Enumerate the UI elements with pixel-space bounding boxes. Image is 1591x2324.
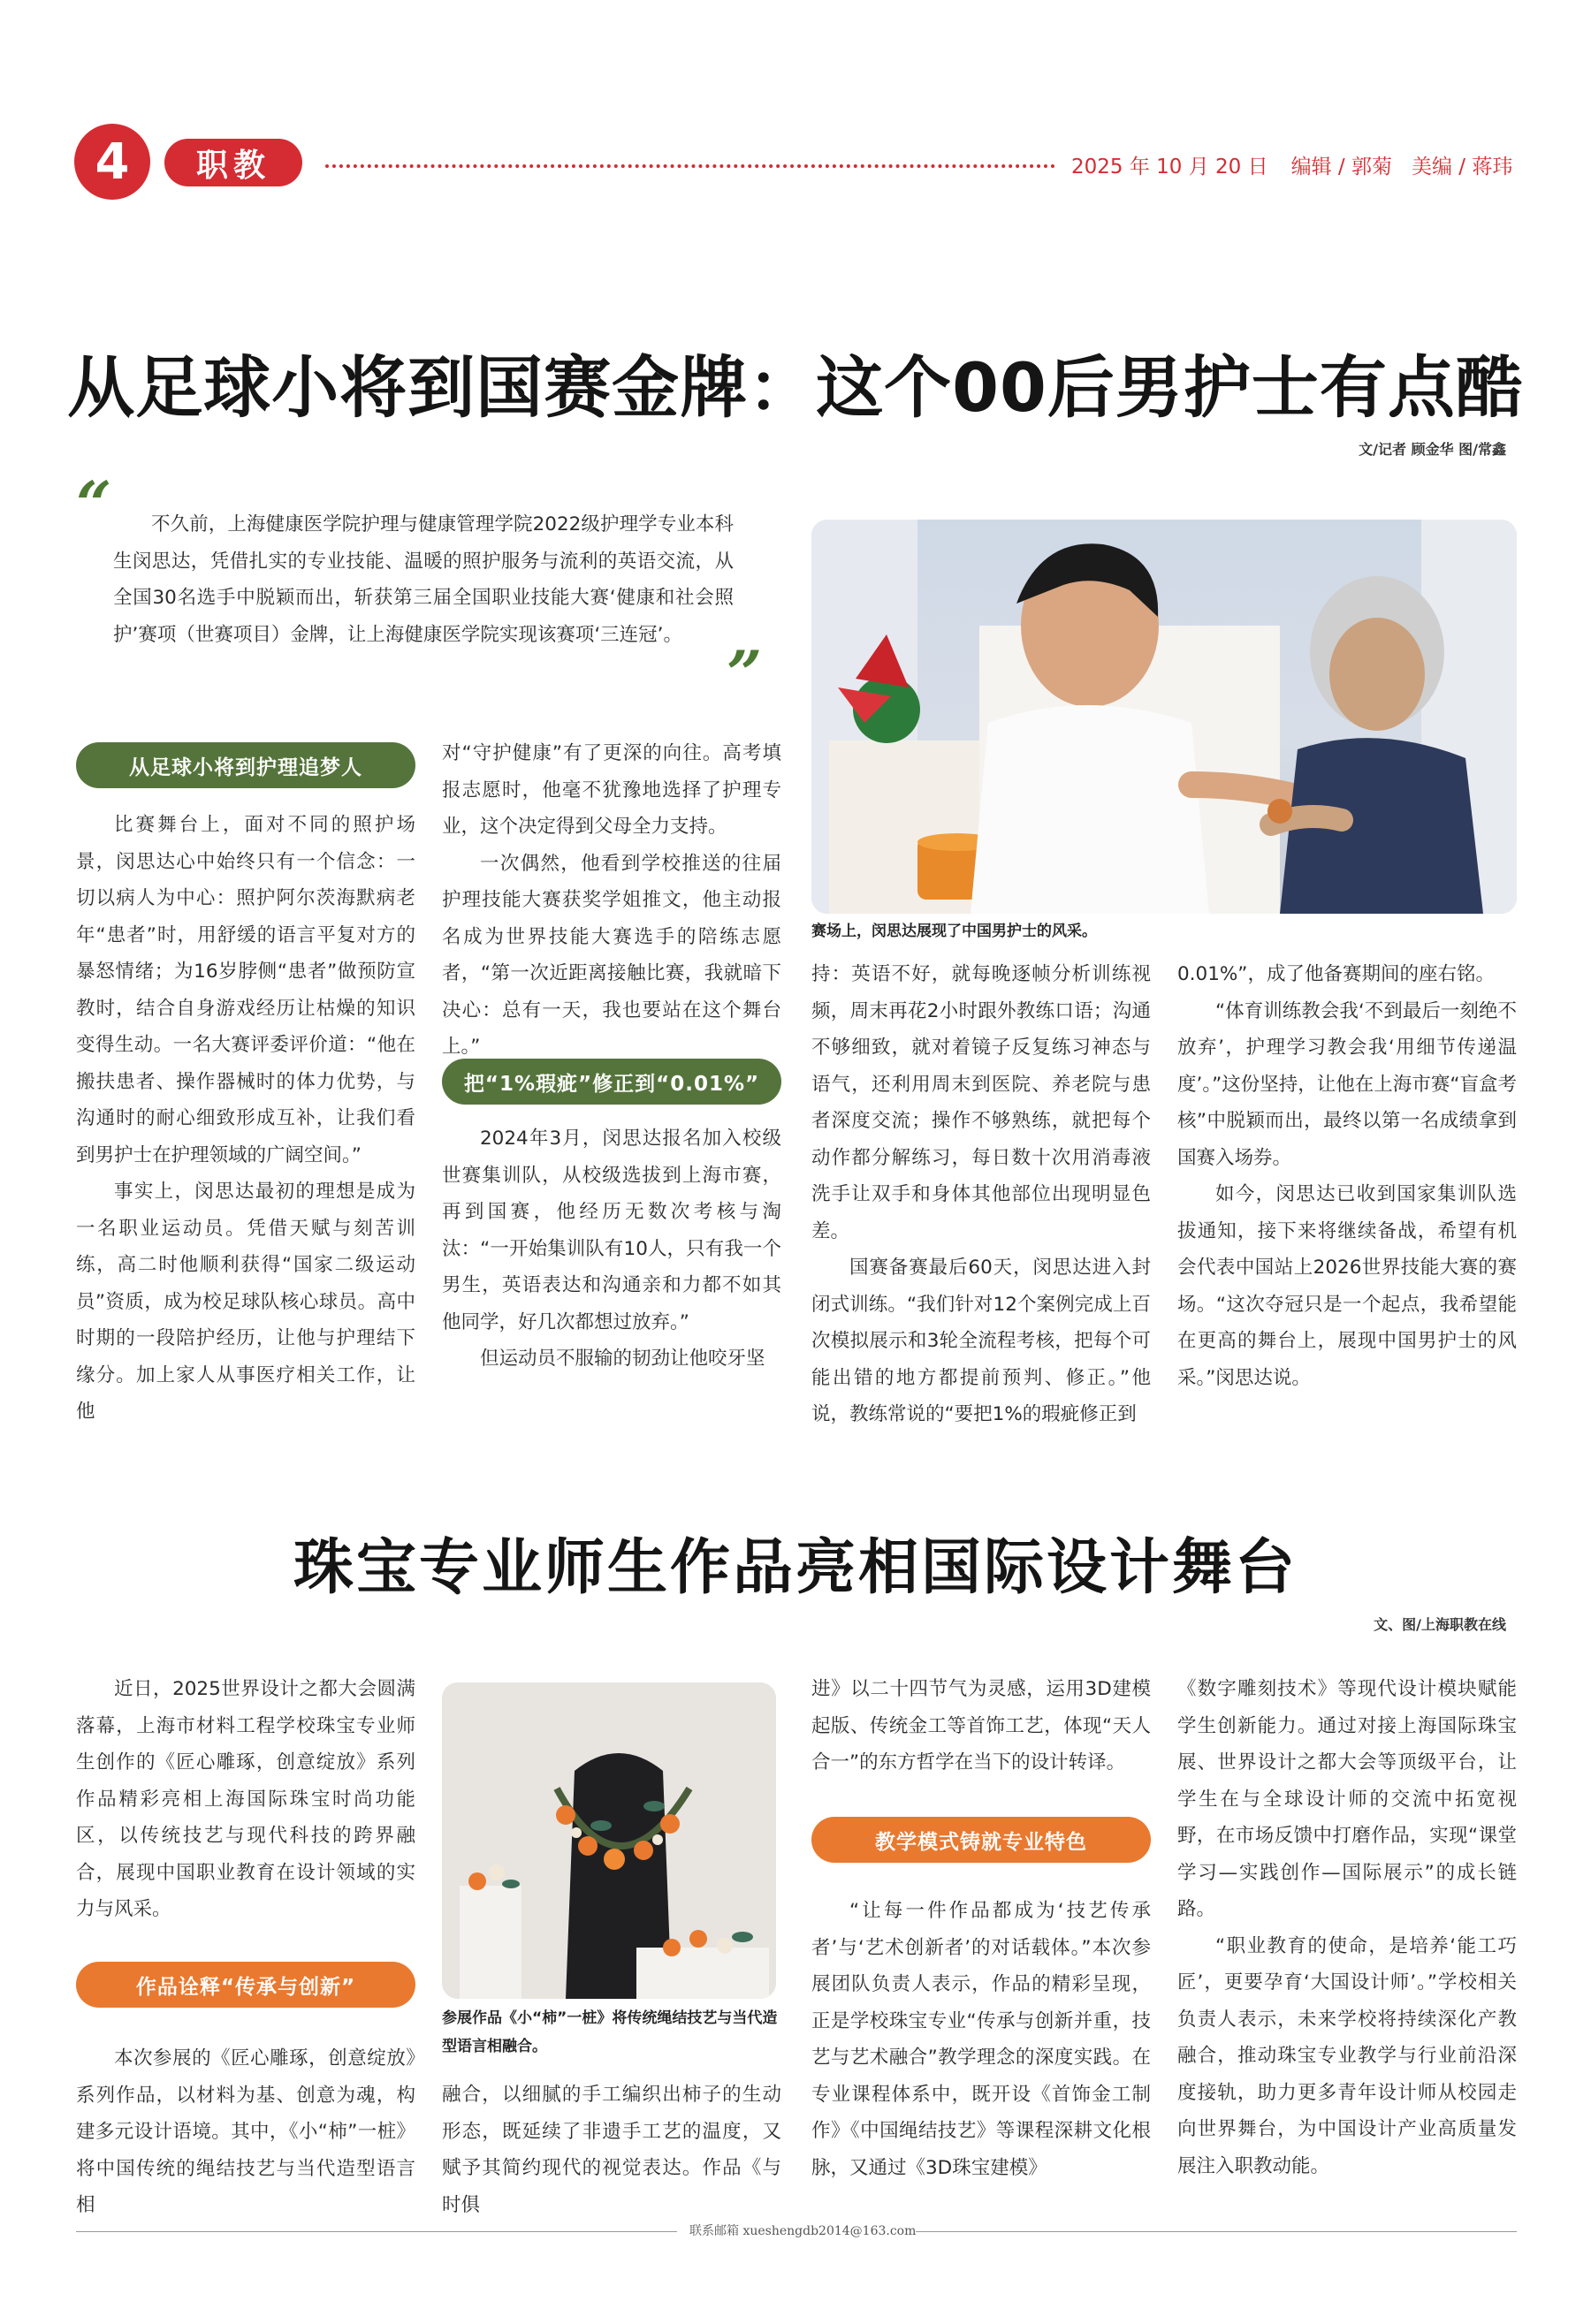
issue-date: 2025 年 10 月 20 日 [1071,156,1268,178]
page-number: 4 [95,133,130,191]
article2-col3-bottom [811,1893,1151,2186]
article1-photo [811,520,1517,914]
photo-nurse-illustration [811,520,1517,914]
article1-col1-p1: 比赛舞台上，面对不同的照护场景，闵思达心中始终只有一个信念：一切以病人为中心：照护阿尔茨海默病老年“患者”时，用舒缓的语言平复对方的暴怒情绪；为16岁脖侧“患者”做预防宣教时，结合自身游戏经历让枯燥的知识变得生动。一名大赛评委评价道：“他在搬扶患者、操作器械时的体力优势，与沟通时的耐心细致形成互补，让我们看到男护士在护理领域的广阔空间。” [76,814,415,1166]
article1-col2-p2: 一次偶然，他看到学校推送的往届护理技能大赛获奖学姐推文，他主动报名成为世界技能大赛选手的陪练志愿者，“第一次近距离接触比赛，我就暗下决心：总有一天，我也要站在这个舞台上。” [442,852,781,1058]
footer-rule-right [916,2231,1517,2232]
section-label: 职教 [195,147,270,184]
article2-photo-caption: 参展作品《小“柿”一桩》将传统绳结技艺与当代造型语言相融合。 [442,2009,778,2055]
article1-col2-p3: 2024年3月，闵思达报名加入校级世赛集训队，从校级选拔到上海市赛，再到国赛，他经历无数次考核与淘汰：“一开始集训队有10人，只有我一个男生，英语表达和沟通亲和力都不如其他同学，好几次都想过放弃。” [442,1128,781,1333]
article1-col4-p3: 如今，闵思达已收到国家集训队选拔通知，接下来将继续备战，希望有机会代表中国站上2026世界技能大赛的赛场。“这次夺冠只是一个起点，我希望能在更高的舞台上，展现中国男护士的风采。”闵思达说。 [1177,1183,1517,1389]
article1-col4-p2: “体育训练教会我‘不到最后一刻绝不放弃’，护理学习教会我‘用细节传递温度’。”这份坚持，让他在上海市赛“盲盒考核”中脱颖而出，最终以第一名成绩拿到国赛入场券。 [1177,999,1517,1169]
article2-col3-p2: “让每一件作品都成为‘技艺传承者’与‘艺术创新者’的对话载体。”本次参展团队负责人表示，作品的精彩呈现，正是学校珠宝专业“传承与创新并重，技艺与艺术融合”教学理念的深度实践。在专业课程体系中，既开设《首饰金工制作》《中国绳结技艺》等课程深耕文化根脉，又通过《3D珠宝建模》 [811,1900,1151,2179]
article1-photo-caption: 赛场上，闵思达展现了中国男护士的风采。 [811,923,1097,940]
article1-col2-bottom [442,1120,781,1378]
article2-subhead-2: 教学模式铸就专业特色 [811,1817,1151,1863]
editor: 编辑 / 郭菊 [1290,156,1392,178]
article1-col4 [1177,956,1517,1396]
article1-col2-top [442,735,781,1066]
article1-col3 [811,956,1151,1433]
footer-rule-left [76,2231,677,2232]
open-quote-icon: “ [76,467,105,541]
header-divider [325,164,1055,168]
article1-col1 [76,807,415,1431]
article2-col1-top [76,1671,415,1928]
article2-subhead-1: 作品诠释“传承与创新” [76,1962,415,2008]
article2-title: 珠宝专业师生作品亮相国际设计舞台 [293,1533,1298,1603]
article1-col2-p1: 对“守护健康”有了更深的向往。高考填报志愿时，他毫不犹豫地选择了护理专业，这个决定得到父母全力支持。 [442,742,781,838]
article2-byline: 文、图/上海职教在线 [1374,1616,1506,1633]
designer: 美编 / 蒋玮 [1412,156,1513,178]
article1-col3-p2: 国赛备赛最后60天，闵思达进入封闭式训练。“我们针对12个案例完成上百次模拟展示和3轮全流程考核，把每个可能出错的地方都提前预判、修正。”他说，教练常说的“要把1%的瑕疵修正到 [811,1257,1151,1425]
article2-col4-p2: “职业教育的使命，是培养‘能工巧匠’，更要孕育‘大国设计师’。”学校相关负责人表示，未来学校将持续深化产教融合，推动珠宝专业教学与行业前沿深度接轨，助力更多青年设计师从校园走向世界舞台，为中国设计产业高质量发展注入职教动能。 [1177,1934,1517,2177]
article2-col3-p1: 进》以二十四节气为灵感，运用3D建模起版、传统金工等首饰工艺，体现“天人合一”的东方哲学在当下的设计转译。 [811,1678,1151,1773]
section-tag [164,139,302,186]
article2-photo [442,1682,776,1999]
article1-col4-p1: 0.01%”，成了他备赛期间的座右铭。 [1177,963,1495,985]
article1-subhead-1: 从足球小将到护理追梦人 [76,742,415,788]
article1-subhead-2: 把“1%瑕疵”修正到“0.01%” [442,1059,781,1105]
article2-col4-p1: 《数字雕刻技术》等现代设计模块赋能学生创新能力。通过对接上海国际珠宝展、世界设计之都大会等顶级平台，让学生在与全球设计师的交流中拓宽视野，在市场反馈中打磨作品，实现“课堂学习—实践创作—国际展示”的成长链路。 [1177,1678,1517,1920]
article2-col1-bottom [76,2040,415,2224]
page-number-badge [74,124,150,200]
jewelry-illustration [442,1682,776,1999]
article1-col2-p4: 但运动员不服输的韧劲让他咬牙坚 [480,1348,765,1370]
article2-col4 [1177,1671,1517,2184]
article2-col1-p1: 近日，2025世界设计之都大会圆满落幕，上海市材料工程学校珠宝专业师生创作的《匠心雕琢，创意绽放》系列作品精彩亮相上海国际珠宝时尚功能区，以传统技艺与现代科技的跨界融合，展现中国职业教育在设计领域的实力与风采。 [76,1678,415,1920]
article2-col2-p1: 融合，以细腻的手工编织出柿子的生动形态，既延续了非遗手工艺的温度，又赋予其简约现代的视觉表达。作品《与时俱 [442,2084,781,2216]
article1-byline: 文/记者 顾金华 图/常鑫 [1359,441,1506,458]
article1-lead: 不久前，上海健康医学院护理与健康管理学院2022级护理学专业本科生闵思达，凭借扎实的专业技能、温暖的照护服务与流利的英语交流，从全国30名选手中脱颖而出，斩获第三届全国职业技能大赛‘健康和社会照护’赛项（世赛项目）金牌，让上海健康医学院实现该赛项‘三连冠’。 [113,513,734,646]
article2-col1-p2: 本次参展的《匠心雕琢，创意绽放》系列作品，以材料为基、创意为魂，构建多元设计语境。其中，《小“柿”一桩》将中国传统的绳结技艺与当代造型语言相 [76,2047,415,2216]
article1-title: 从足球小将到国赛金牌：这个00后男护士有点酷 [67,348,1524,427]
article1-col3-p1: 持：英语不好，就每晚逐帧分析训练视频，周末再花2小时跟外教练口语；沟通不够细致，就对着镜子反复练习神态与语气，还利用周末到医院、养老院与患者深度交流；操作不够熟练，就把每个动作都分解练习，每日数十次用消毒液洗手让双手和身体其他部位出现明显色差。 [811,963,1151,1242]
close-quote-icon: ” [727,637,756,710]
article2-col3-top [811,1671,1151,1781]
article1-col1-p2: 事实上，闵思达最初的理想是成为一名职业运动员。凭借天赋与刻苦训练，高二时他顺利获得“国家二级运动员”资质，成为校足球队核心球员。高中时期的一段陪护经历，让他与护理结下缘分。加上家人从事医疗相关工作，让他 [76,1181,415,1423]
article2-col2 [442,2077,781,2223]
header-meta [1071,150,1512,179]
footer-email: 联系邮箱 xueshengdb2014@163.com [689,2224,917,2238]
